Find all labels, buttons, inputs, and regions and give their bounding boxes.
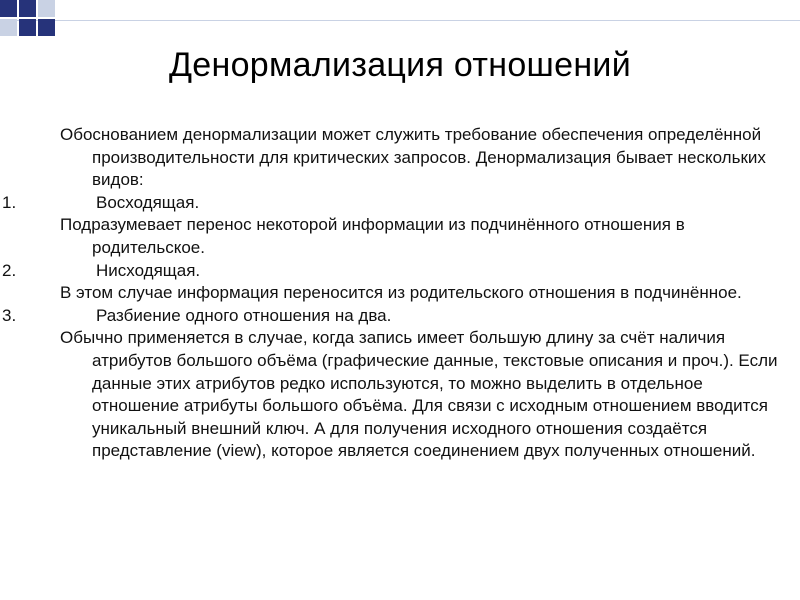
numbered-item bbox=[2, 192, 780, 215]
item-text: Разбиение одного отношения на два. bbox=[96, 305, 392, 325]
numbered-item bbox=[2, 305, 780, 328]
item-number: 2. bbox=[2, 260, 17, 280]
body-paragraph: Обоснованием денормализации может служить требование обеспечения определённой производительности для критических запросов. Денормализация бывает нескольких видов: bbox=[60, 125, 766, 190]
item-number: 1. bbox=[2, 192, 17, 212]
item-text: Восходящая. bbox=[96, 192, 200, 212]
decor-square bbox=[38, 0, 55, 17]
body-paragraph: В этом случае информация переносится из родительского отношения в подчинённое. bbox=[60, 283, 742, 303]
decorative-squares bbox=[0, 0, 800, 40]
decor-square bbox=[38, 19, 55, 36]
decor-square bbox=[19, 0, 36, 17]
decorative-rule bbox=[0, 20, 800, 21]
body-paragraph: Подразумевает перенос некоторой информации из подчинённого отношения в родительское. bbox=[60, 215, 685, 257]
numbered-item bbox=[2, 260, 780, 283]
decor-square bbox=[0, 0, 17, 17]
item-text: Нисходящая. bbox=[96, 260, 201, 280]
body-paragraph: Обычно применяется в случае, когда запись имеет большую длину за счёт наличия атрибутов большого объёма (графические данные, текстовые описания и проч.). Если данные этих атрибутов редко используются, то можно выделить в отдельное отношение атрибуты большого объёма. Для связи с исходным отношением вводится уникальный внешний ключ. А для получения исходного отношения создаётся представление (view), которое является соединением двух полученных отношений. bbox=[60, 328, 778, 461]
decor-square bbox=[19, 19, 36, 36]
item-number: 3. bbox=[2, 305, 17, 325]
decor-square bbox=[0, 19, 17, 36]
slide-title: Денормализация отношений bbox=[168, 46, 632, 84]
slide-body bbox=[2, 124, 780, 463]
